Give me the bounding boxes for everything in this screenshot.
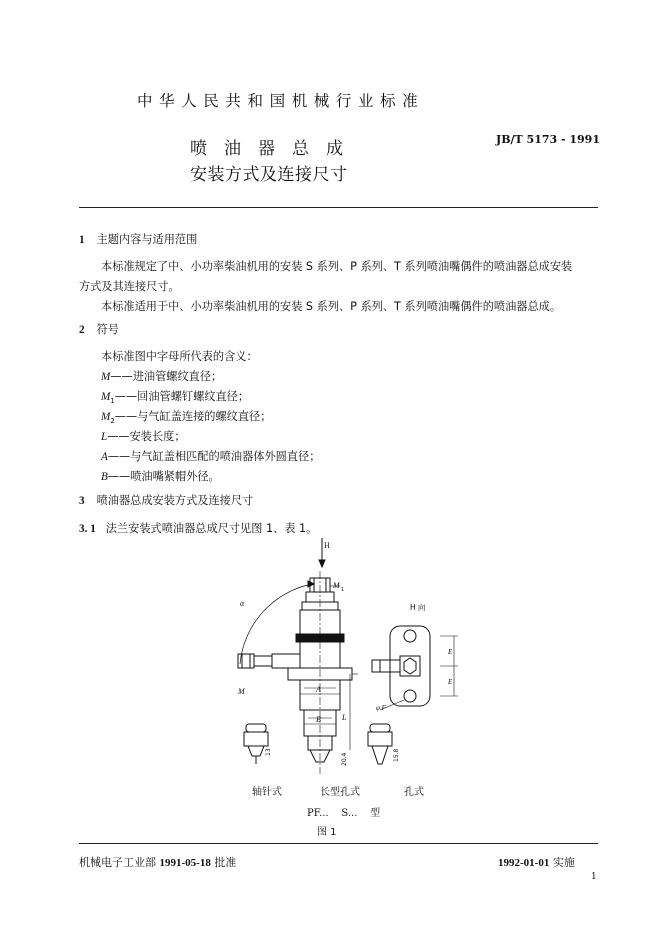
symbol-item: $M_1——$回油管螺钉螺纹直径； xyxy=(101,390,250,406)
symbol-item: M——进油管螺纹直径； xyxy=(101,370,223,383)
document-subtitle: 安装方式及连接尺寸 xyxy=(190,165,348,185)
m1-label: M xyxy=(333,581,340,590)
dim-15-label: 15.8 xyxy=(393,748,400,762)
section-number: 1 xyxy=(79,234,85,246)
section-title: 喷油器总成安装方式及连接尺寸 xyxy=(96,494,254,507)
figure-caption: 图 1 xyxy=(317,827,337,838)
dim-13-label: 13 xyxy=(265,748,272,756)
symbol-item: L——安装长度； xyxy=(101,430,186,443)
alpha-label: α xyxy=(240,599,245,608)
effective-line: 1992-01-01 实施 xyxy=(498,856,575,869)
symbol-item: B——喷油嘴紧帽外径。 xyxy=(101,470,220,483)
section-2-heading xyxy=(79,322,119,338)
section-title: 主题内容与适用范围 xyxy=(96,233,198,246)
section-title: 符号 xyxy=(96,323,119,336)
dim-20-label: 20.4 xyxy=(341,752,348,766)
footer-rule xyxy=(79,843,598,844)
approval-line: 机械电子工业部 1991-05-18 批准 xyxy=(79,856,237,869)
b-label: B xyxy=(316,715,321,724)
symbols-intro: 本标准图中字母所代表的含义： xyxy=(101,350,258,363)
sub-caption-pintle: 轴针式 xyxy=(252,787,282,798)
page-number: 1 xyxy=(591,872,597,882)
m-label: M xyxy=(238,687,245,696)
section-1-paragraph-2: 本标准适用于中、小功率柴油机用的安装 S 系列、P 系列、T 系列喷油嘴偶件的喷油器总成。 xyxy=(101,300,562,313)
h-arrow-label: H xyxy=(324,541,330,550)
section-1-paragraph-1a: 本标准规定了中、小功率柴油机用的安装 S 系列、P 系列、T 系列喷油嘴偶件的喷油器总成安装 xyxy=(101,260,573,273)
standard-code: JB/T 5173 - 1991 xyxy=(496,133,600,146)
section-number: 3 xyxy=(79,495,85,507)
document-title: 喷油器总成 xyxy=(190,139,360,159)
section-1-heading xyxy=(79,232,197,248)
sub-caption-hole: 孔式 xyxy=(404,787,424,798)
a-label: A xyxy=(316,685,321,694)
l-label: L xyxy=(342,713,347,722)
org-title: 中华人民共和国机械行业标准 xyxy=(137,92,425,110)
section-1-paragraph-1b: 方式及其连接尺寸。 xyxy=(79,280,180,293)
e-label-lower: E xyxy=(448,678,453,686)
symbol-item: $M_2——$与气缸盖连接的螺纹直径； xyxy=(101,410,272,426)
e-label-upper: E xyxy=(448,648,453,656)
phi-f-label: φ F xyxy=(376,704,386,712)
type-line: PF... S... 型 xyxy=(307,808,381,819)
header-rule xyxy=(79,207,598,208)
sub-caption-long-hole: 长型孔式 xyxy=(320,787,360,798)
h-view-label: H 向 xyxy=(410,603,426,612)
symbol-item: A——与气缸盖相匹配的喷油器体外圆直径； xyxy=(101,450,321,463)
injector-drawing xyxy=(200,536,490,786)
subsection-3-1: 3. 1 法兰安装式喷油器总成尺寸见图 1、表 1。 xyxy=(79,522,318,535)
m1-subscript: 1 xyxy=(341,587,345,593)
section-3-heading xyxy=(79,493,253,509)
section-number: 2 xyxy=(79,324,85,336)
